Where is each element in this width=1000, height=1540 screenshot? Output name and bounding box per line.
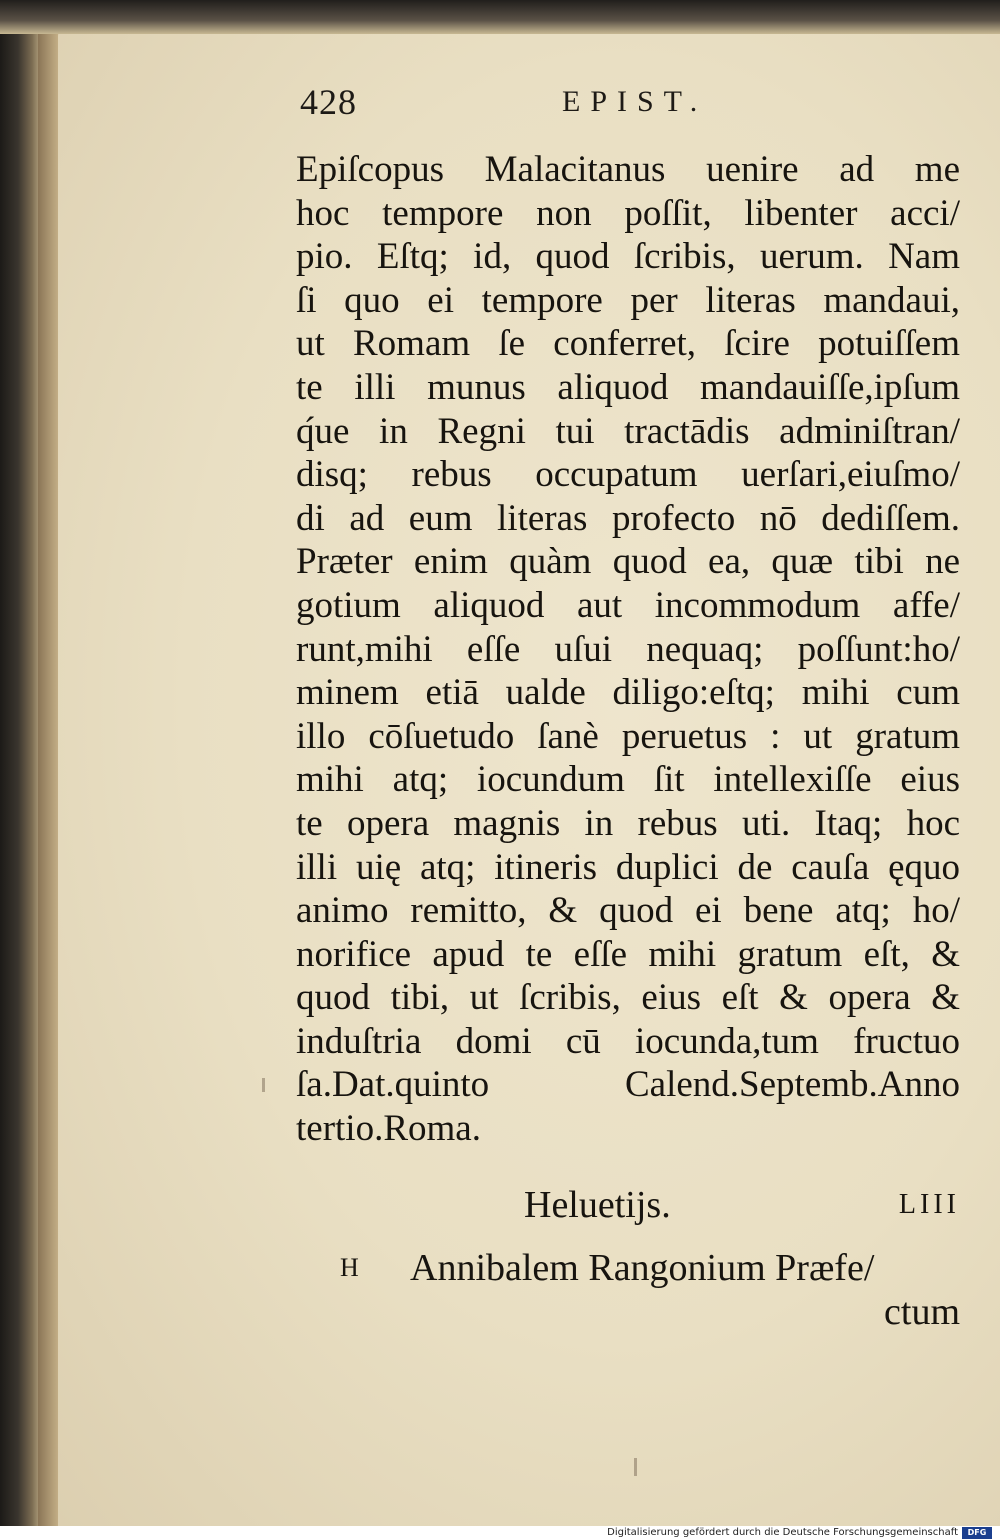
text-line: di ad eum literas profecto nō dediſſem. <box>296 497 960 539</box>
text-line: norifice apud te eſſe mihi gratum eſt, & <box>296 933 960 975</box>
text-line: animo remitto, & quod ei bene atq; ho/ <box>296 890 960 932</box>
page-number: 428 <box>300 82 357 122</box>
text-line: disq; rebus occupatum uerſari,eiuſmo/ <box>296 454 960 496</box>
text-line: te illi munus aliquod mandauiſſe,ipſum <box>296 366 960 408</box>
text-line: ut Romam ſe conferret, ſcire potuiſſem <box>296 323 960 365</box>
guide-letter: H <box>340 1253 359 1282</box>
text-line: gotium aliquod aut incommodum affe/ <box>296 584 960 626</box>
letter-heading <box>296 1180 960 1230</box>
text-line: ſi quo ei tempore per literas mandaui, <box>296 279 960 321</box>
page-fore-edge <box>38 30 60 1530</box>
text-line: ſa.Dat.quinto Calend.Septemb.Anno <box>296 1064 960 1106</box>
text-line: tertio.Roma. <box>296 1108 481 1150</box>
letter-number: LIII <box>898 1189 960 1220</box>
scan-top-edge <box>0 0 1000 34</box>
text-line: minem etiā ualde diligo:eſtq; mihi cum <box>296 672 960 714</box>
opening-line: Annibalem Rangonium Præfe/ <box>410 1247 875 1289</box>
paper-speck <box>262 1078 265 1092</box>
letter-body <box>296 148 960 1151</box>
text-line: mihi atq; iocundum ſit intellexiſſe eius <box>296 759 960 801</box>
text-line: pio. Eſtq; id, quod ſcribis, uerum. Nam <box>296 236 960 278</box>
text-line: induſtria domi cū iocunda,tum fructuo <box>296 1020 960 1062</box>
text-line: Epiſcopus Malacitanus uenire ad me <box>296 149 960 190</box>
text-line: q́ue in Regni tui tractādis adminiſtran/ <box>296 410 960 452</box>
text-line: illi uię atq; itineris duplici de cauſa ęquo <box>296 846 960 888</box>
running-title: EPIST. <box>562 85 708 118</box>
text-line: illo cōſuetudo ſanè peruetus : ut gratum <box>296 715 960 757</box>
text-line: runt,mihi eſſe uſui nequaq; poſſunt:ho/ <box>296 628 960 670</box>
dfg-logo: DFG <box>962 1527 992 1539</box>
text-line: hoc tempore non poſſit, libenter acci/ <box>296 192 960 234</box>
paper-speck <box>634 1458 637 1476</box>
digitization-credit: Digitalisierung gefördert durch die Deutsche Forschungsgemeinschaft <box>607 1527 958 1538</box>
text-line: te opera magnis in rebus uti. Itaq; hoc <box>296 802 960 844</box>
letter-addressee: Heluetijs. <box>524 1184 671 1226</box>
text-line: Præter enim quàm quod ea, quæ tibi ne <box>296 541 960 583</box>
running-head <box>300 80 960 124</box>
text-line: quod tibi, ut ſcribis, eius eſt & opera & <box>296 977 960 1019</box>
opening-line-continued: ctum <box>884 1291 960 1333</box>
